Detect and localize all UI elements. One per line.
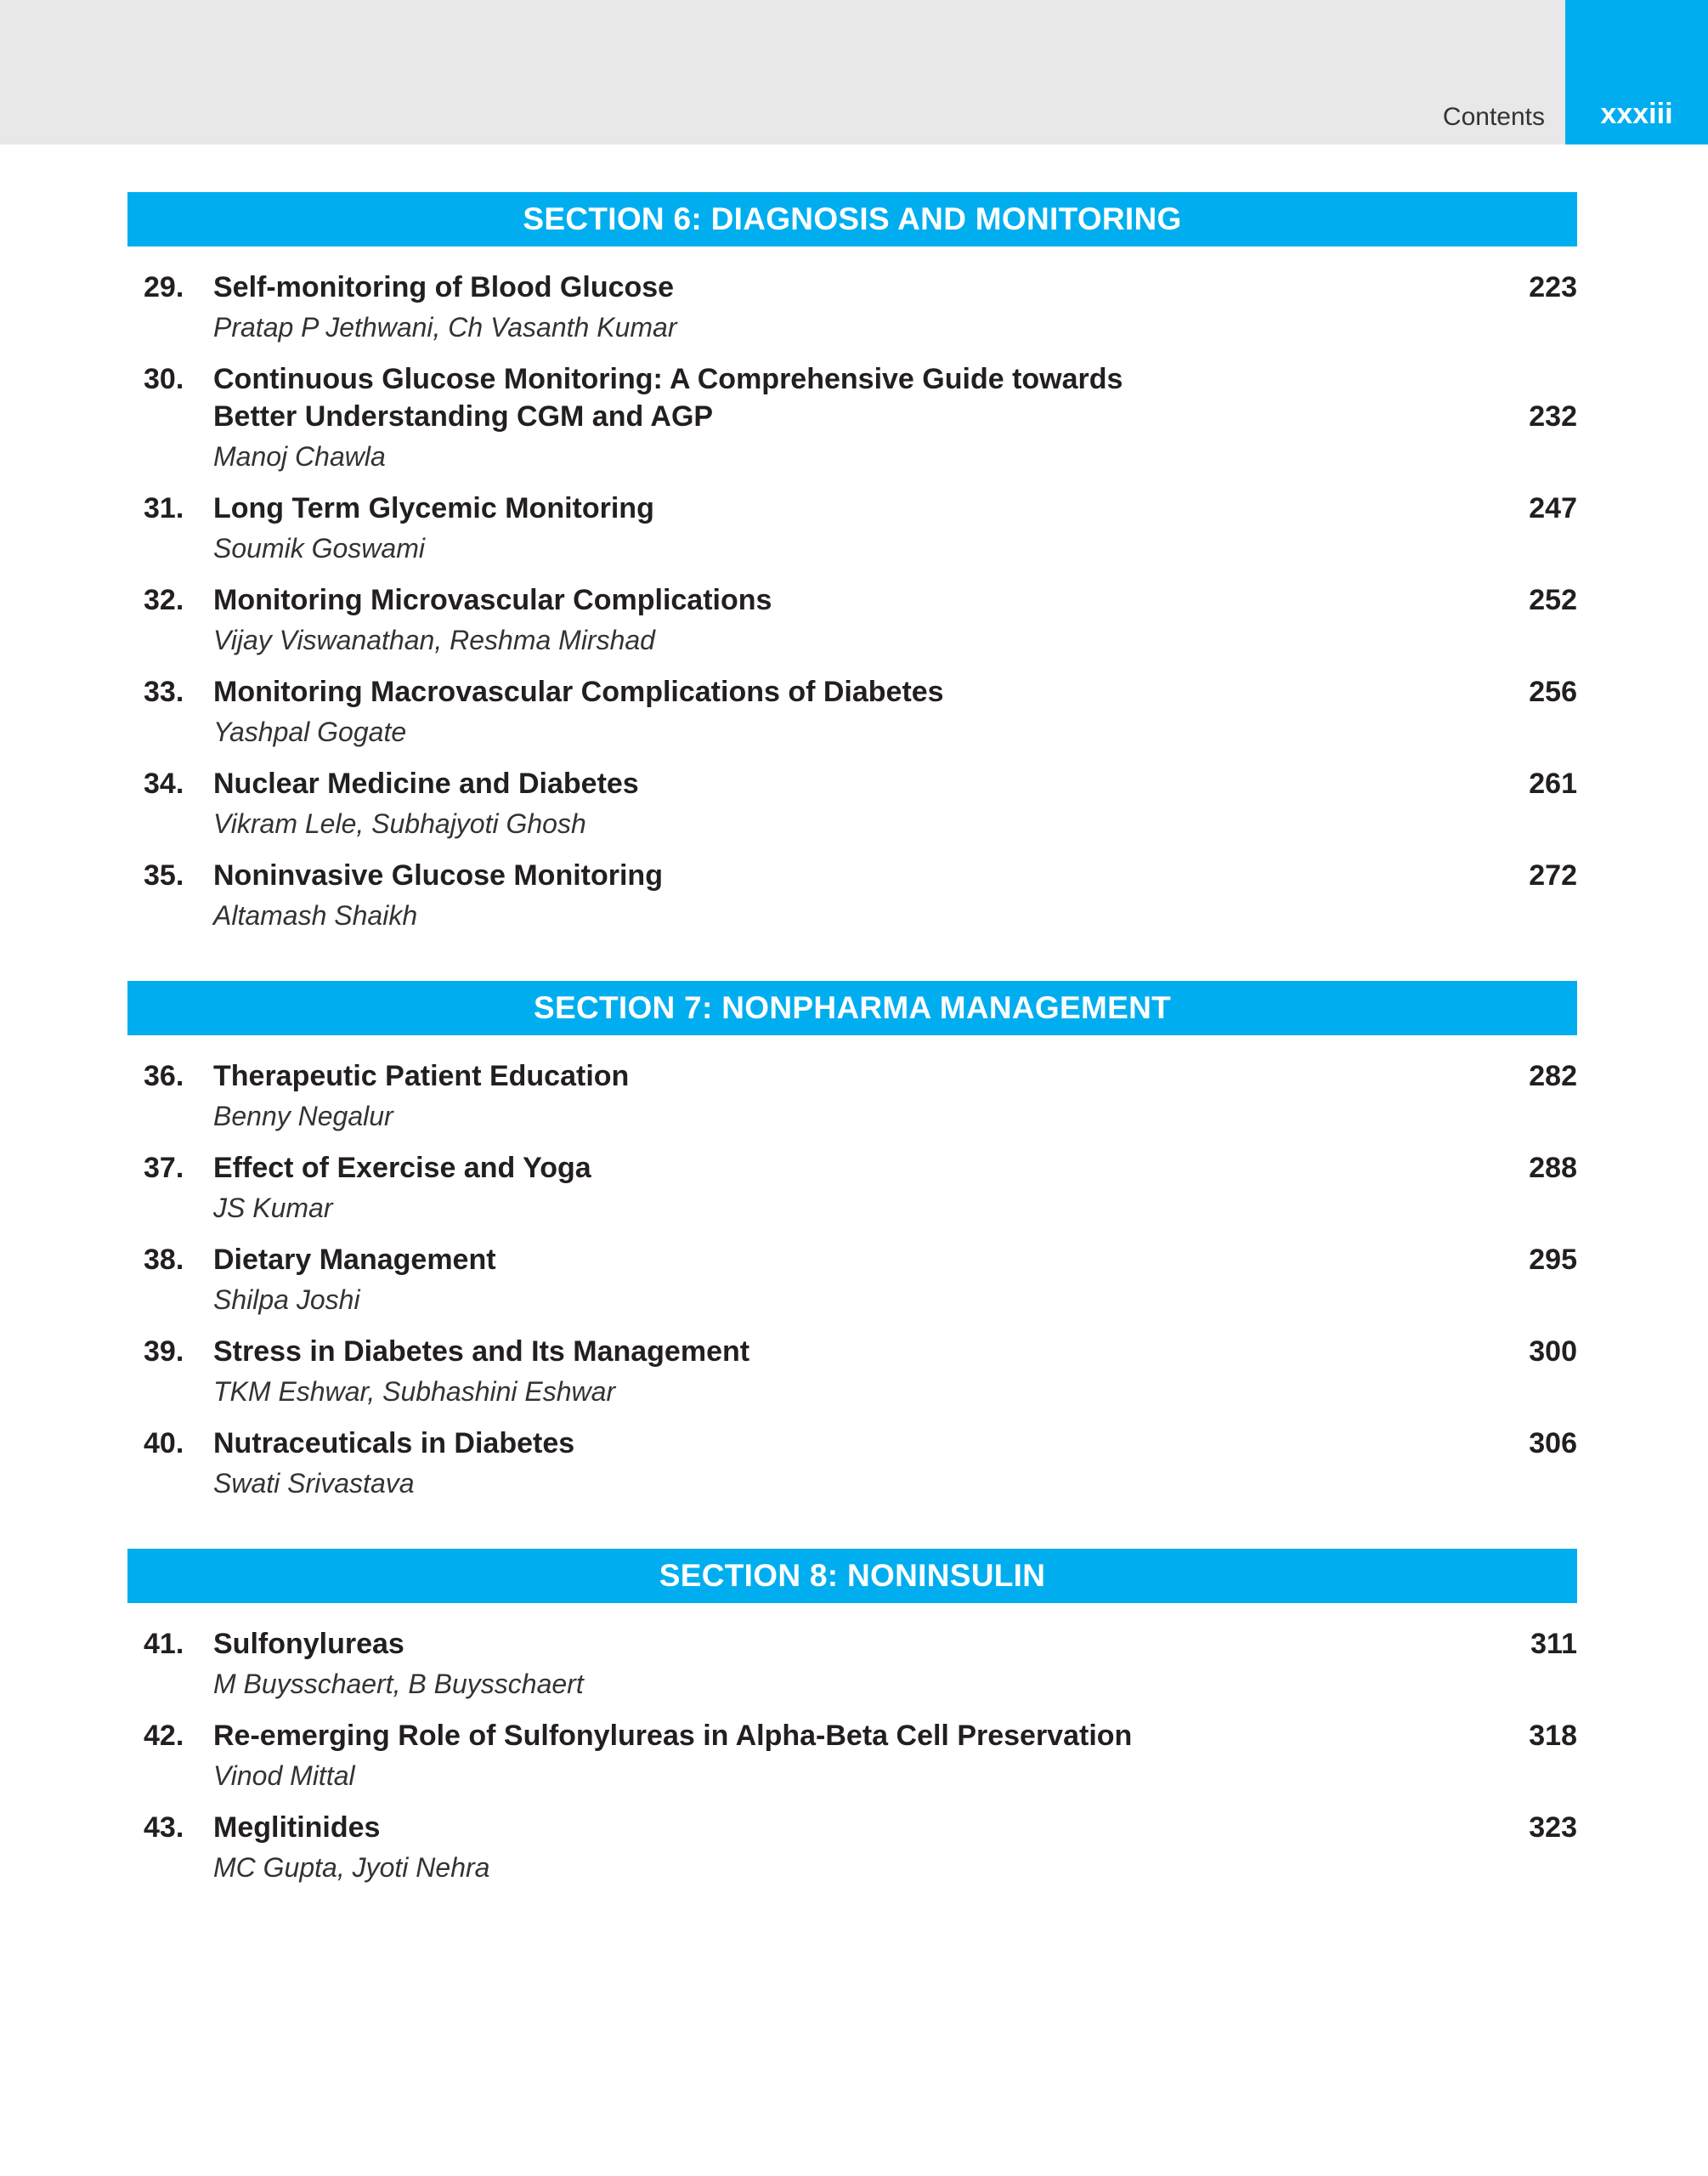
section-entries [127, 1603, 1577, 1889]
section-entries [127, 1035, 1577, 1504]
running-title: Contents [1442, 103, 1545, 131]
chapter-number: 39. [144, 1335, 184, 1368]
chapter-authors: Vikram Lele, Subhajyoti Ghosh [213, 808, 586, 839]
toc-entry[interactable] [127, 1809, 1577, 1889]
chapter-title: Meglitinides [213, 1811, 381, 1844]
chapter-authors: Vinod Mittal [213, 1760, 355, 1791]
chapter-page: 261 [1529, 768, 1577, 800]
chapter-page: 282 [1529, 1060, 1577, 1092]
chapter-number: 37. [144, 1152, 184, 1184]
chapter-title: Monitoring Macrovascular Complications of Diabetes [213, 676, 944, 708]
toc-entry[interactable] [127, 1333, 1577, 1413]
chapter-page: 232 [1529, 400, 1577, 433]
chapter-title: Nutraceuticals in Diabetes [213, 1427, 575, 1459]
chapter-title: Noninvasive Glucose Monitoring [213, 859, 663, 892]
chapter-number: 35. [144, 859, 184, 892]
chapter-authors: Shilpa Joshi [213, 1284, 360, 1315]
chapter-title-line-2: Better Understanding CGM and AGP [213, 400, 714, 433]
toc-entry[interactable] [127, 1717, 1577, 1797]
chapter-page: 318 [1529, 1720, 1577, 1752]
chapter-page: 272 [1529, 859, 1577, 892]
toc-entry[interactable] [127, 490, 1577, 570]
chapter-number: 34. [144, 768, 184, 800]
chapter-title: Effect of Exercise and Yoga [213, 1152, 591, 1184]
chapter-title-line-1: Continuous Glucose Monitoring: A Comprehensive Guide towards [213, 363, 1123, 395]
toc-entry[interactable] [127, 581, 1577, 661]
page-number: xxxiii [1600, 98, 1673, 130]
chapter-authors: Vijay Viswanathan, Reshma Mirshad [213, 625, 655, 655]
chapter-number: 40. [144, 1427, 184, 1459]
toc-entry[interactable] [127, 269, 1577, 348]
page-number-tab [1565, 0, 1708, 144]
chapter-title: Monitoring Microvascular Complications [213, 584, 772, 616]
chapter-number: 32. [144, 584, 184, 616]
toc-entry[interactable] [127, 1057, 1577, 1137]
chapter-number: 33. [144, 676, 184, 708]
section-7 [127, 981, 1577, 1504]
chapter-authors: Pratap P Jethwani, Ch Vasanth Kumar [213, 312, 677, 343]
chapter-authors: JS Kumar [213, 1193, 333, 1223]
chapter-title: Nuclear Medicine and Diabetes [213, 768, 639, 800]
chapter-title: Therapeutic Patient Education [213, 1060, 630, 1092]
chapter-authors: Yashpal Gogate [213, 717, 407, 747]
chapter-authors: Altamash Shaikh [213, 900, 418, 931]
chapter-page: 306 [1529, 1427, 1577, 1459]
chapter-title: Dietary Management [213, 1244, 496, 1276]
chapter-number: 36. [144, 1060, 184, 1092]
chapter-page: 223 [1529, 271, 1577, 303]
chapter-authors: MC Gupta, Jyoti Nehra [213, 1852, 490, 1883]
chapter-title: Stress in Diabetes and Its Management [213, 1335, 750, 1368]
toc-entry[interactable] [127, 673, 1577, 753]
section-8 [127, 1549, 1577, 1889]
chapter-title: Long Term Glycemic Monitoring [213, 492, 654, 524]
chapter-page: 300 [1529, 1335, 1577, 1368]
section-header: SECTION 7: NONPHARMA MANAGEMENT [127, 981, 1577, 1035]
chapter-number: 38. [144, 1244, 184, 1276]
chapter-authors: Soumik Goswami [213, 533, 425, 564]
chapter-page: 247 [1529, 492, 1577, 524]
chapter-authors: TKM Eshwar, Subhashini Eshwar [213, 1376, 616, 1407]
contents-list [127, 192, 1577, 1933]
section-entries [127, 246, 1577, 937]
toc-entry[interactable] [127, 857, 1577, 937]
chapter-page: 256 [1529, 676, 1577, 708]
chapter-page: 288 [1529, 1152, 1577, 1184]
section-6 [127, 192, 1577, 937]
section-header: SECTION 8: NONINSULIN [127, 1549, 1577, 1603]
chapter-authors: Manoj Chawla [213, 441, 386, 472]
toc-entry[interactable] [127, 765, 1577, 845]
chapter-page: 295 [1529, 1244, 1577, 1276]
chapter-number: 41. [144, 1628, 184, 1660]
chapter-authors: M Buysschaert, B Buysschaert [213, 1669, 584, 1699]
section-header: SECTION 6: DIAGNOSIS AND MONITORING [127, 192, 1577, 246]
chapter-number: 29. [144, 271, 184, 303]
toc-entry[interactable] [127, 360, 1577, 478]
chapter-authors: Benny Negalur [213, 1101, 393, 1131]
toc-entry[interactable] [127, 1149, 1577, 1229]
chapter-page: 311 [1530, 1628, 1577, 1660]
chapter-title: Self-monitoring of Blood Glucose [213, 271, 675, 303]
toc-entry[interactable] [127, 1241, 1577, 1321]
toc-entry[interactable] [127, 1625, 1577, 1705]
chapter-title: Re-emerging Role of Sulfonylureas in Alpha-Beta Cell Preservation [213, 1720, 1133, 1752]
chapter-title: Sulfonylureas [213, 1628, 404, 1660]
toc-entry[interactable] [127, 1425, 1577, 1504]
chapter-number: 42. [144, 1720, 184, 1752]
chapter-page: 323 [1529, 1811, 1577, 1844]
chapter-number: 30. [144, 363, 184, 395]
chapter-number: 31. [144, 492, 184, 524]
chapter-authors: Swati Srivastava [213, 1468, 415, 1499]
chapter-number: 43. [144, 1811, 184, 1844]
chapter-page: 252 [1529, 584, 1577, 616]
